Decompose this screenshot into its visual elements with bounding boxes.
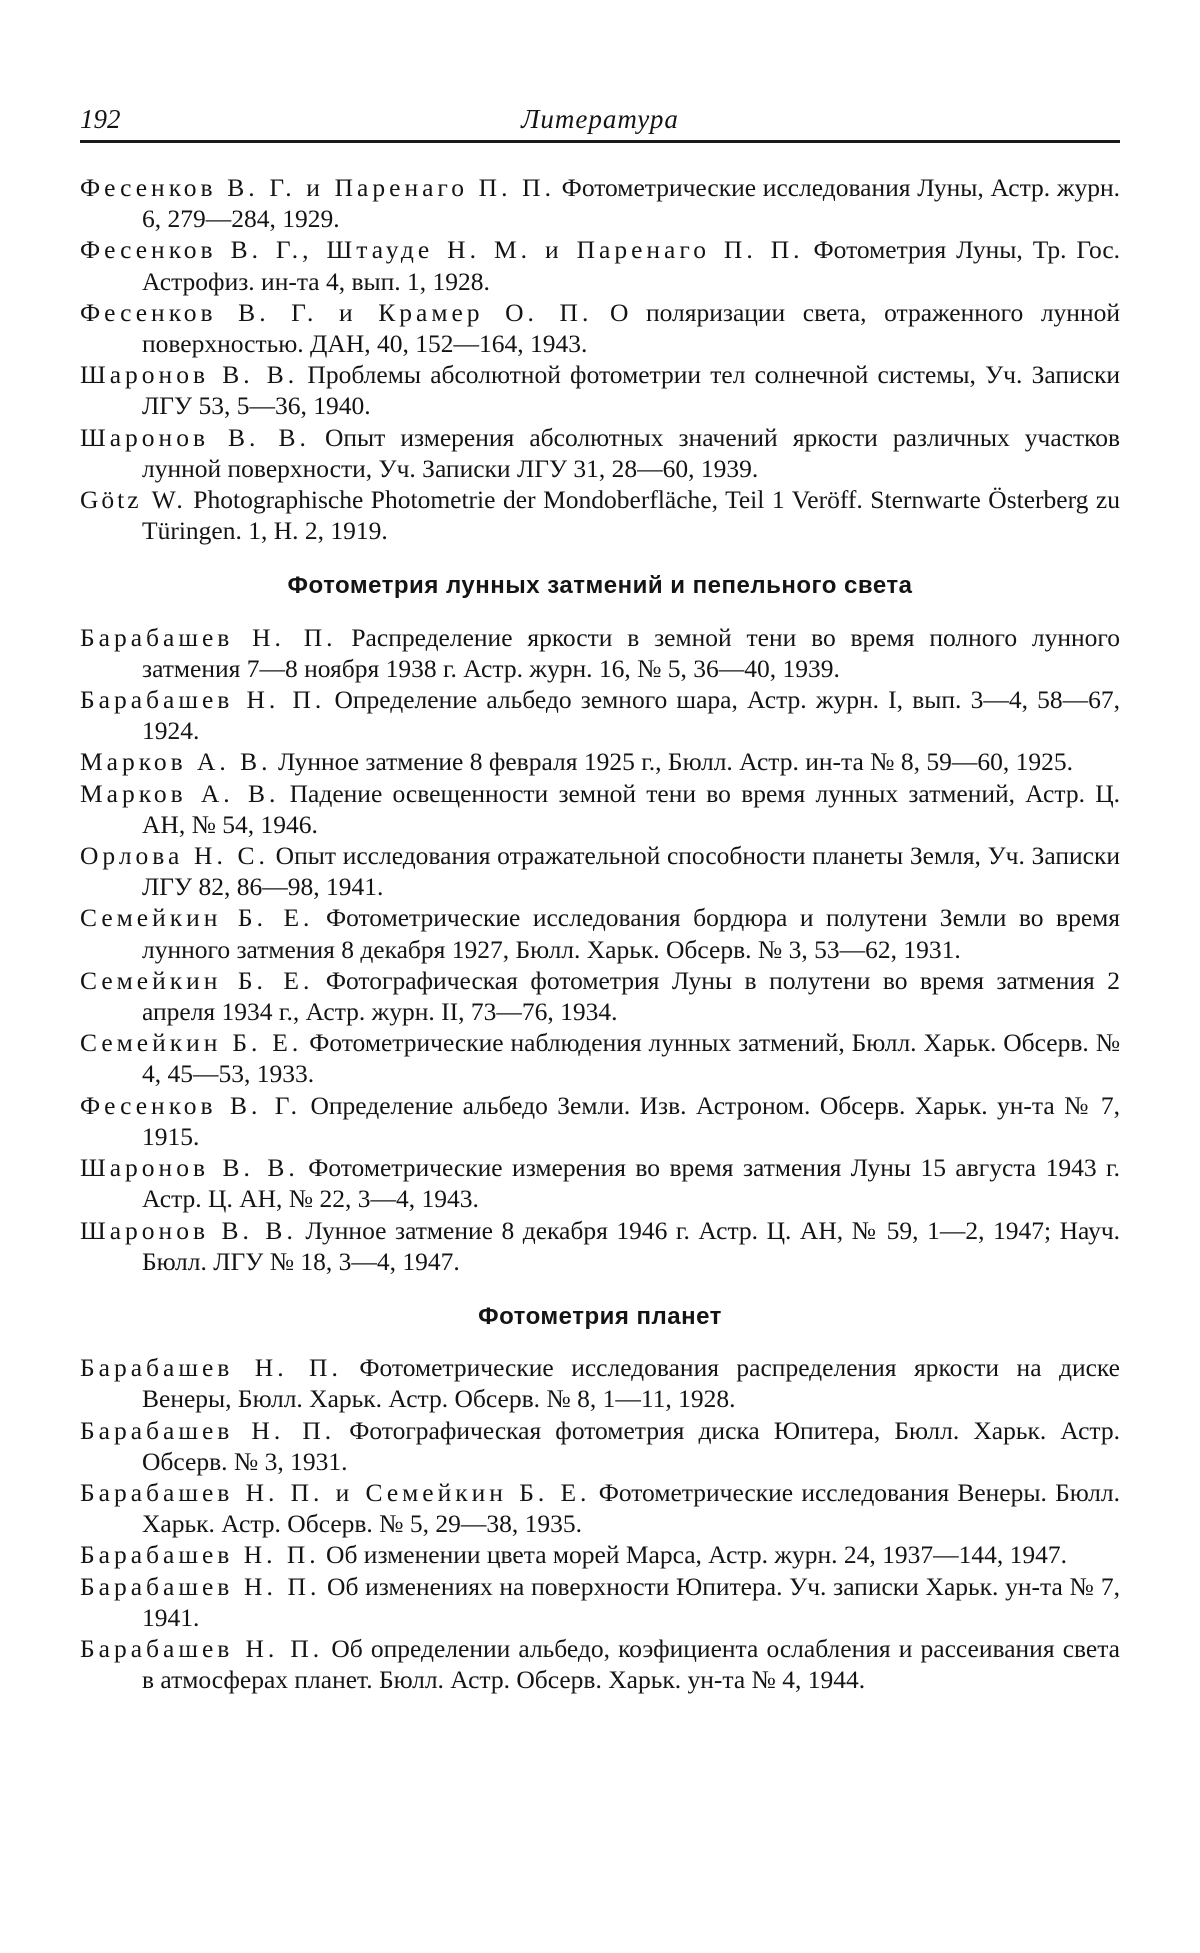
- reference-text: Фотометрические измерения во время затмения Луны 15 августа 1943 г. Астр. Ц. АН, № 22, 3—4, 1943.: [142, 1153, 1121, 1214]
- running-header: [80, 104, 1120, 143]
- reference-author: Фесенков В. Г. и Крамер О. П.: [80, 297, 593, 327]
- reference-text: Падение освещенности земной тени во время лунных затмений, Астр. Ц. АН, № 54, 1946.: [142, 778, 1121, 839]
- reference-author: Фесенков В. Г.: [80, 1090, 302, 1120]
- reference-author: Шаронов В. В.: [80, 360, 299, 390]
- reference-entry: [80, 172, 1120, 234]
- bibliography-section: [80, 1301, 1120, 1695]
- reference-entry: [80, 1027, 1120, 1089]
- reference-author: Барабашев Н. П.: [80, 1633, 324, 1663]
- reference-author: Барабашев Н. П.: [80, 1571, 321, 1601]
- reference-entry: [80, 1571, 1120, 1633]
- reference-author: Барабашев Н. П.: [80, 1353, 342, 1383]
- reference-author: Барабашев Н. П. и Семейкин Б. Е.: [80, 1477, 591, 1507]
- reference-author: Шаронов В. В.: [80, 1215, 297, 1245]
- reference-entry: [80, 1539, 1120, 1570]
- reference-entry: [80, 840, 1120, 902]
- reference-entry: [80, 297, 1120, 359]
- reference-entry: [80, 1415, 1120, 1477]
- reference-text: Фотометрические исследования распределения яркости на диске Венеры, Бюлл. Харьк. Астр. Обсерв. № 8, 1—11, 1928.: [142, 1353, 1121, 1414]
- section-heading: Фотометрия планет: [478, 1302, 722, 1330]
- reference-text: Фотографическая фотометрия Луны в полутени во время затмения 2 апреля 1934 г., Астр. журн. II, 73—76, 1934.: [142, 965, 1121, 1027]
- reference-author: Барабашев Н. П.: [80, 622, 337, 652]
- reference-author: Барабашев Н. П.: [80, 1415, 336, 1445]
- reference-author: Фесенков В. Г. и Паренаго П. П.: [80, 173, 555, 202]
- reference-text: Фотометрические наблюдения лунных затмений, Бюлл. Харьк. Обсерв. № 4, 45—53, 1933.: [142, 1028, 1121, 1089]
- reference-text: Лунное затмение 8 февраля 1925 г., Бюлл. Астр. ин-та № 8, 59—60, 1925.: [277, 747, 1073, 777]
- reference-text: Photographische Photometrie der Mondoberfläche, Teil 1 Veröff. Sternwarte Österberg zu Türingen. 1, H. 2, 1919.: [142, 485, 1120, 546]
- reference-text: Распределение яркости в земной тени во время полного лунного затмения 7—8 ноября 1938 г. Астр. журн. 16, № 5, 36—40, 1939.: [142, 622, 1120, 683]
- running-title: Литература: [521, 104, 679, 134]
- reference-text: Об изменениях на поверхности Юпитера. Уч. записки Харьк. ун-та № 7, 1941.: [142, 1571, 1120, 1632]
- section-heading: Фотометрия лунных затмений и пепельного света: [287, 572, 913, 600]
- reference-author: Семейкин Б. Е.: [80, 903, 314, 933]
- bibliography-section: [80, 570, 1120, 1276]
- reference-text: Фотометрия Луны, Тр. Гос. Астрофиз. ин-та 4, вып. 1, 1928.: [142, 235, 1121, 296]
- reference-entry: [80, 965, 1120, 1027]
- reference-author: Семейкин Б. Е.: [80, 1028, 303, 1058]
- reference-text: Опыт исследования отражательной способности планеты Земля, Уч. Записки ЛГУ 82, 86—98, 1941.: [142, 841, 1121, 902]
- reference-author: Götz W.: [80, 485, 186, 515]
- reference-entry: [80, 778, 1120, 840]
- reference-author: Марков А. В.: [80, 747, 272, 777]
- reference-text: Определение альбедо земного шара, Астр. журн. I, вып. 3—4, 58—67, 1924.: [142, 685, 1121, 746]
- reference-text: Фотометрические исследования Венеры. Бюлл. Харьк. Астр. Обсерв. № 5, 29—38, 1935.: [142, 1477, 1121, 1539]
- reference-text: Проблемы абсолютной фотометрии тел солнечной системы, Уч. Записки ЛГУ 53, 5—36, 1940.: [142, 360, 1120, 421]
- reference-entry: [80, 1477, 1120, 1539]
- reference-entry: [80, 622, 1120, 684]
- reference-text: Определение альбедо Земли. Изв. Астроном. Обсерв. Харьк. ун-та № 7, 1915.: [142, 1090, 1121, 1151]
- reference-text: Фотометрические исследования Луны, Астр. журн. 6, 279—284, 1929.: [142, 173, 1120, 234]
- reference-entry: [80, 902, 1120, 964]
- reference-author: Барабашев Н. П.: [80, 1540, 320, 1570]
- reference-author: Фесенков В. Г., Штауде Н. М. и Паренаго П. П.: [80, 235, 804, 265]
- reference-entry: [80, 1215, 1120, 1277]
- reference-entry: [80, 746, 1120, 777]
- reference-author: Семейкин Б. Е.: [80, 965, 314, 995]
- reference-entry: [80, 484, 1120, 546]
- reference-author: Орлова Н. С.: [80, 841, 269, 871]
- reference-author: Шаронов В. В.: [80, 1153, 299, 1183]
- reference-text: О поляризации света, отраженного лунной поверхностью. ДАН, 40, 152—164, 1943.: [142, 297, 1120, 359]
- reference-entry: [80, 359, 1120, 421]
- reference-entry: [80, 234, 1120, 296]
- bibliography-section: [80, 172, 1120, 546]
- reference-text: Об изменении цвета морей Марса, Астр. журн. 24, 1937—144, 1947.: [326, 1540, 1068, 1570]
- reference-entry: [80, 1090, 1120, 1152]
- reference-entry: [80, 422, 1120, 484]
- reference-text: Фотометрические исследования бордюра и полутени Земли во время лунного затмения 8 декабря 1927, Бюлл. Харьк. Обсерв. № 3, 53—62, 1931.: [142, 903, 1121, 964]
- reference-entry: [80, 1352, 1120, 1414]
- reference-author: Марков А. В.: [80, 778, 280, 808]
- reference-entry: [80, 1633, 1120, 1695]
- page-number: 192: [80, 104, 121, 134]
- reference-text: Об определении альбедо, коэфициента ослабления и рассеивания света в атмосферах планет. Бюлл. Астр. Обсерв. Харьк. ун-та № 4, 1944.: [142, 1633, 1120, 1695]
- reference-text: Фотографическая фотометрия диска Юпитера, Бюлл. Харьк. Астр. Обсерв. № 3, 1931.: [142, 1415, 1120, 1476]
- reference-entry: [80, 1152, 1120, 1214]
- reference-text: Опыт измерения абсолютных значений яркости различных участков лунной поверхности, Уч. Записки ЛГУ 31, 28—60, 1939.: [142, 422, 1121, 483]
- reference-author: Барабашев Н. П.: [80, 685, 326, 715]
- reference-author: Шаронов В. В.: [80, 422, 310, 452]
- bibliography: [80, 172, 1120, 1695]
- reference-text: Лунное затмение 8 декабря 1946 г. Астр. Ц. АН, № 59, 1—2, 1947; Науч. Бюлл. ЛГУ № 18, 3—4, 1947.: [142, 1215, 1121, 1276]
- reference-entry: [80, 684, 1120, 746]
